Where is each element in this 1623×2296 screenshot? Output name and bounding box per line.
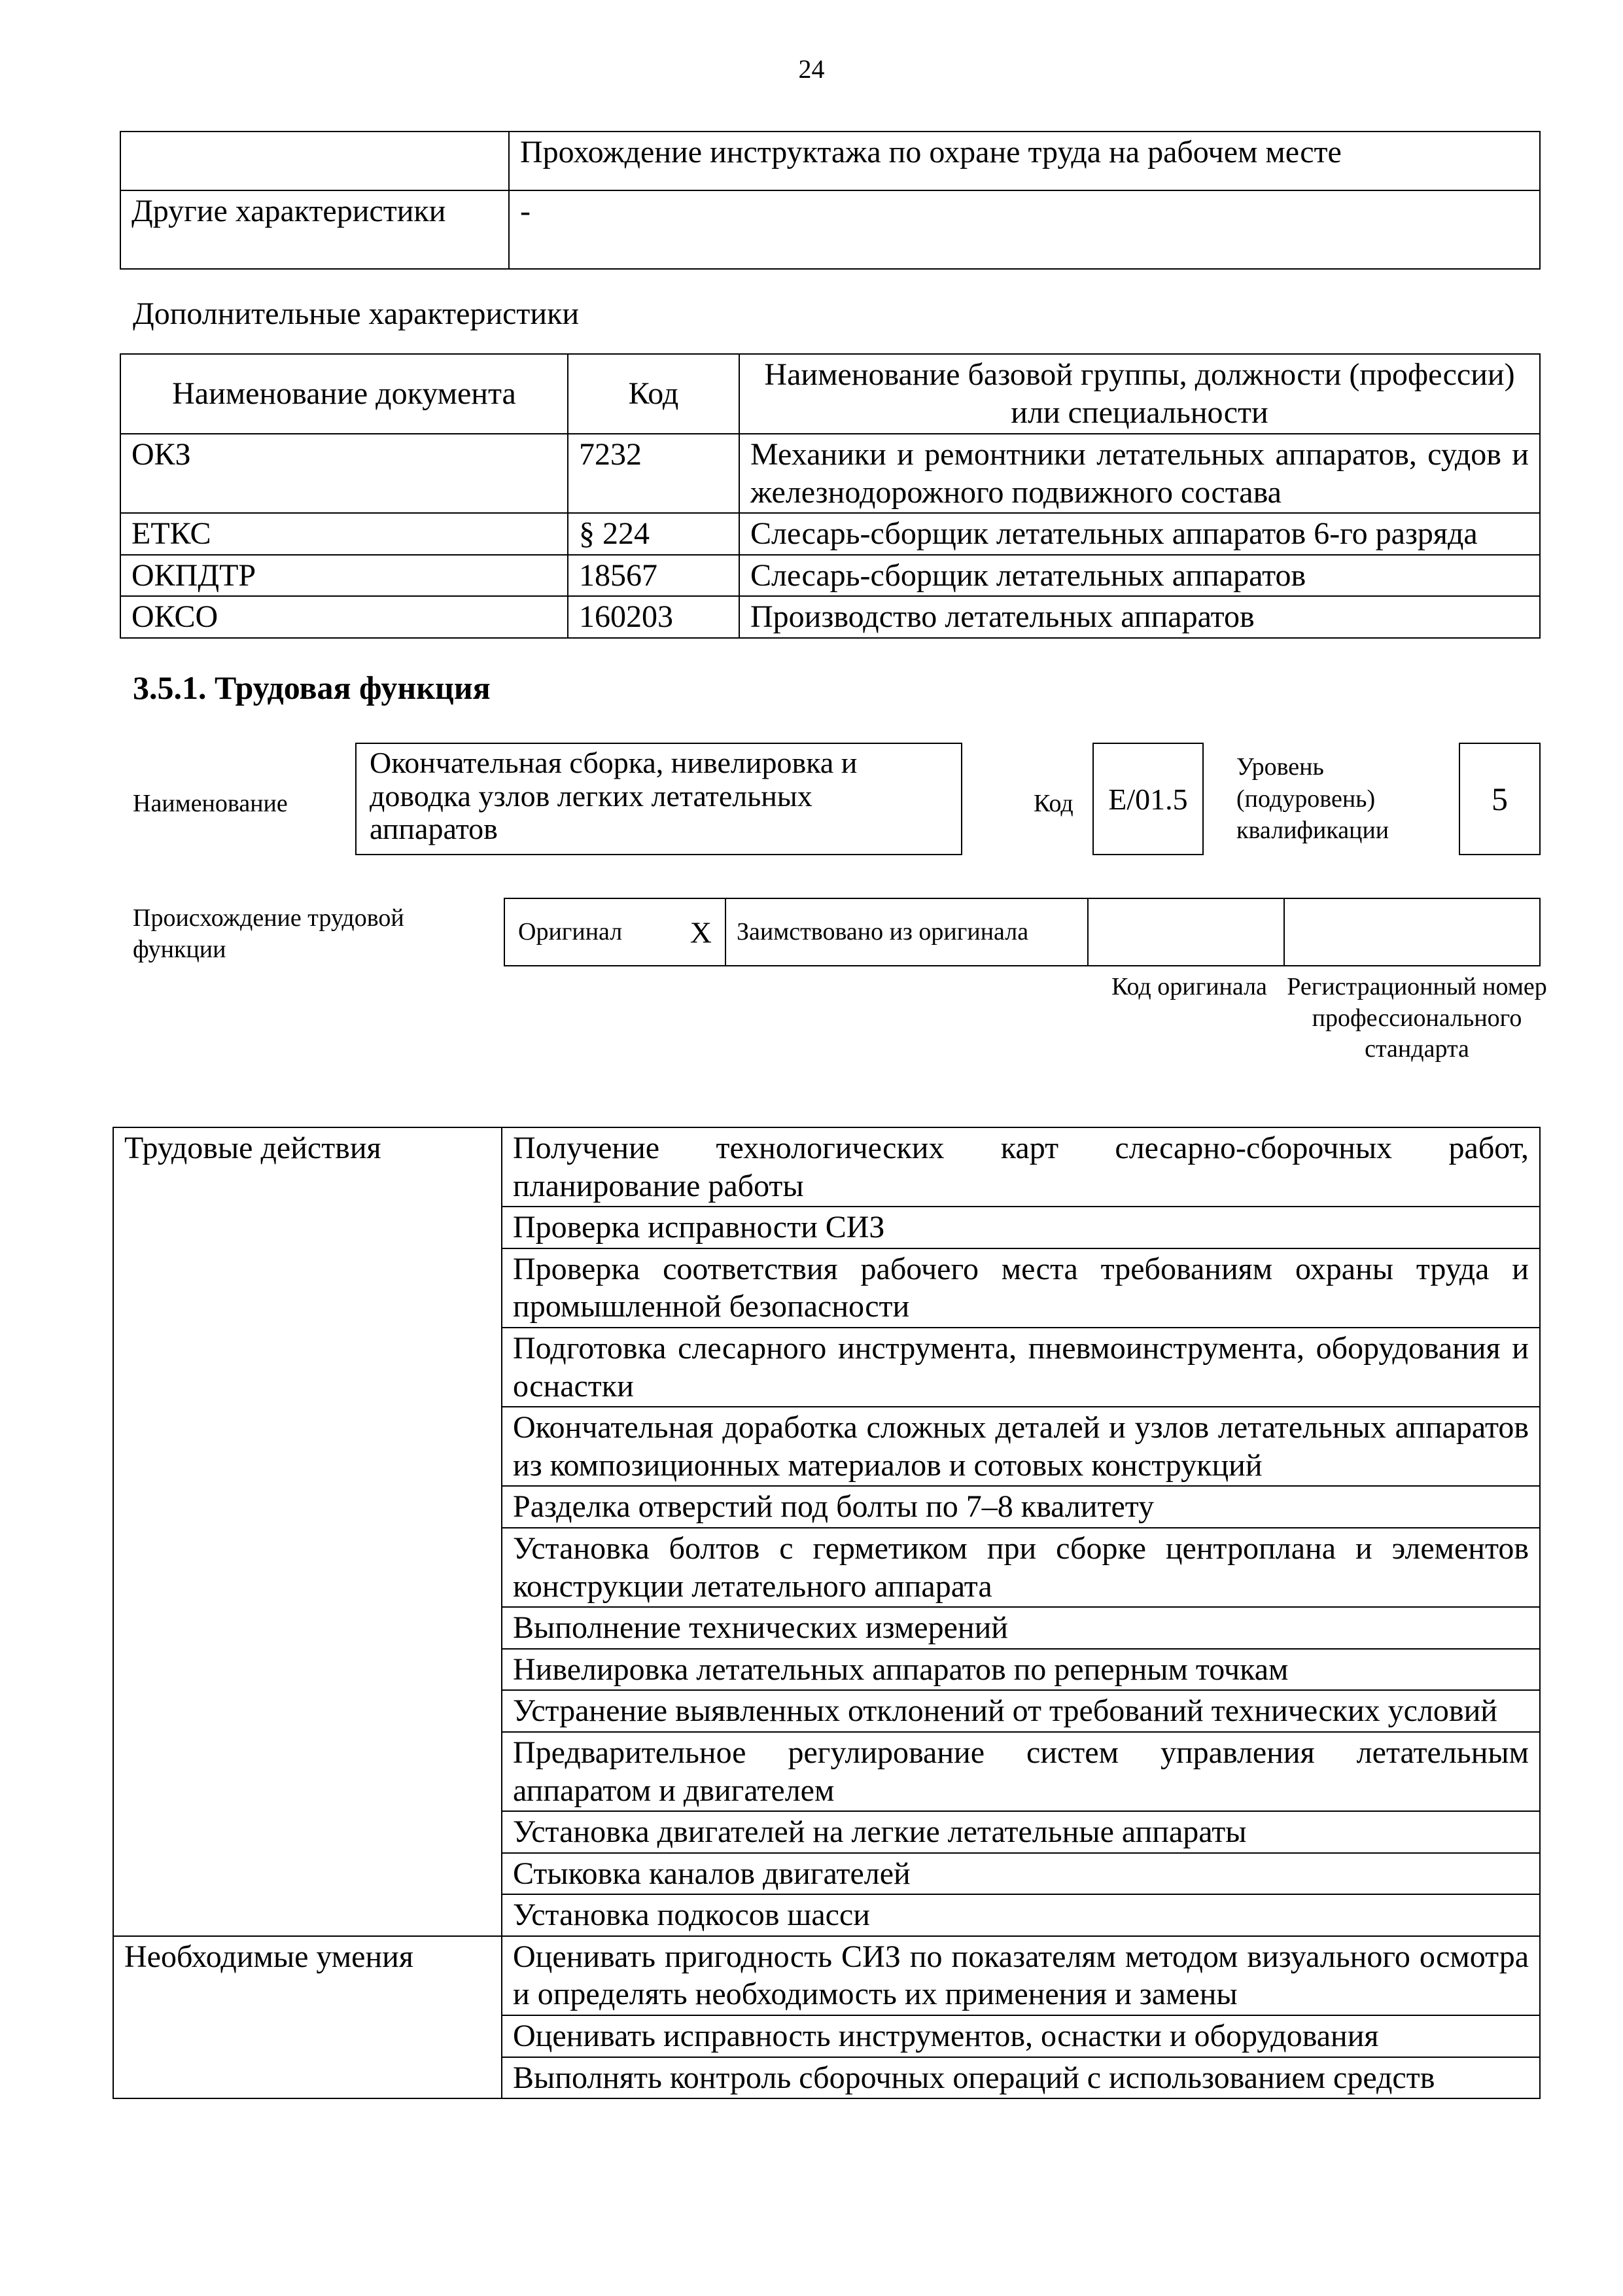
name-cell: Производство летательных аппаратов (739, 596, 1540, 638)
original-mark: X (689, 915, 712, 949)
table-row (113, 1936, 1540, 2015)
doc-cell: ОКСО (120, 596, 568, 638)
name-cell: Слесарь-сборщик летательных аппаратов (739, 555, 1540, 597)
qualification-level-label: Уровень (подуровень) квалификации (1236, 753, 1389, 845)
table-row (120, 513, 1540, 555)
header-code: Код (568, 354, 739, 434)
list-item: Стыковка каналов двигателей (502, 1853, 1540, 1895)
function-name-label: Наименование (133, 790, 288, 817)
origin-label: Происхождение трудовой функции (133, 904, 404, 963)
list-item: Выполнение технических измерений (502, 1607, 1540, 1649)
list-item: Установка болтов с герметиком при сборке центроплана и элементов конструкции летательного аппарата (502, 1528, 1540, 1607)
list-item: Проверка соответствия рабочего места требованиям охраны труда и промышленной безопасности (502, 1248, 1540, 1328)
additional-characteristics-title: Дополнительные характеристики (133, 296, 580, 331)
top-table (120, 131, 1541, 270)
doc-cell: ЕТКС (120, 513, 568, 555)
list-item: Окончательная доработка сложных деталей и узлов летательных аппаратов из композиционных материалов и сотовых конструкций (502, 1407, 1540, 1486)
list-item: Подготовка слесарного инструмента, пневмоинструмента, оборудования и оснастки (502, 1328, 1540, 1407)
code-cell: 7232 (568, 434, 739, 513)
list-item: Проверка исправности СИЗ (502, 1207, 1540, 1248)
labor-actions-label: Трудовые действия (113, 1127, 502, 1936)
list-item: Оценивать пригодность СИЗ по показателям методом визуального осмотра и определять необходимость их применения и замены (502, 1936, 1540, 2015)
list-item: Разделка отверстий под болты по 7–8 квалитету (502, 1486, 1540, 1528)
list-item: Оценивать исправность инструментов, оснастки и оборудования (502, 2015, 1540, 2057)
section-title: 3.5.1. Трудовая функция (133, 669, 491, 706)
table-row (120, 555, 1540, 597)
list-item: Устранение выявленных отклонений от требований технических условий (502, 1690, 1540, 1732)
origin-table (504, 898, 1541, 966)
other-characteristics-value: - (509, 190, 1540, 269)
list-item: Предварительное регулирование систем управления летательным аппаратом и двигателем (502, 1732, 1540, 1811)
original-code-cell (1088, 898, 1284, 966)
function-name-box: Окончательная сборка, нивелировка и доводка узлов легких летательных аппаратов (355, 743, 962, 855)
code-cell: § 224 (568, 513, 739, 555)
required-skills-label: Необходимые умения (113, 1936, 502, 2098)
labor-functions-table (113, 1127, 1541, 2099)
table-row (120, 596, 1540, 638)
registration-number-caption: Регистрационный номер профессионального стандарта (1287, 973, 1547, 1063)
other-characteristics-label: Другие характеристики (120, 190, 509, 269)
list-item: Получение технологических карт слесарно-сборочных работ, планирование работы (502, 1127, 1540, 1207)
header-document: Наименование документа (120, 354, 568, 434)
table-row (113, 1127, 1540, 1207)
original-cell (504, 898, 725, 966)
doc-cell: ОКПДТР (120, 555, 568, 597)
list-item: Выполнять контроль сборочных операций с использованием средств (502, 2057, 1540, 2099)
borrowed-label: Заимствовано из оригинала (725, 898, 1088, 966)
briefing-text: Прохождение инструктажа по охране труда на рабочем месте (509, 132, 1540, 190)
original-label: Оригинал (518, 917, 623, 945)
name-cell: Слесарь-сборщик летательных аппаратов 6-го разряда (739, 513, 1540, 555)
code-cell: 160203 (568, 596, 739, 638)
additional-table (120, 353, 1541, 639)
list-item: Установка двигателей на легкие летательные аппараты (502, 1811, 1540, 1853)
name-cell: Механики и ремонтники летательных аппаратов, судов и железнодорожного подвижного состава (739, 434, 1540, 513)
qualification-level-box: 5 (1459, 743, 1541, 855)
function-code-box: E/01.5 (1092, 743, 1204, 855)
original-code-caption: Код оригинала (1111, 973, 1267, 1000)
doc-cell: ОКЗ (120, 434, 568, 513)
header-group-name: Наименование базовой группы, должности (профессии) или специальности (739, 354, 1540, 434)
top-table-empty-cell (120, 132, 509, 190)
code-cell: 18567 (568, 555, 739, 597)
page-number: 24 (798, 54, 825, 84)
table-row (120, 434, 1540, 513)
list-item: Установка подкосов шасси (502, 1894, 1540, 1936)
list-item: Нивелировка летательных аппаратов по реперным точкам (502, 1649, 1540, 1691)
registration-number-cell (1284, 898, 1540, 966)
function-code-label: Код (1034, 790, 1073, 817)
